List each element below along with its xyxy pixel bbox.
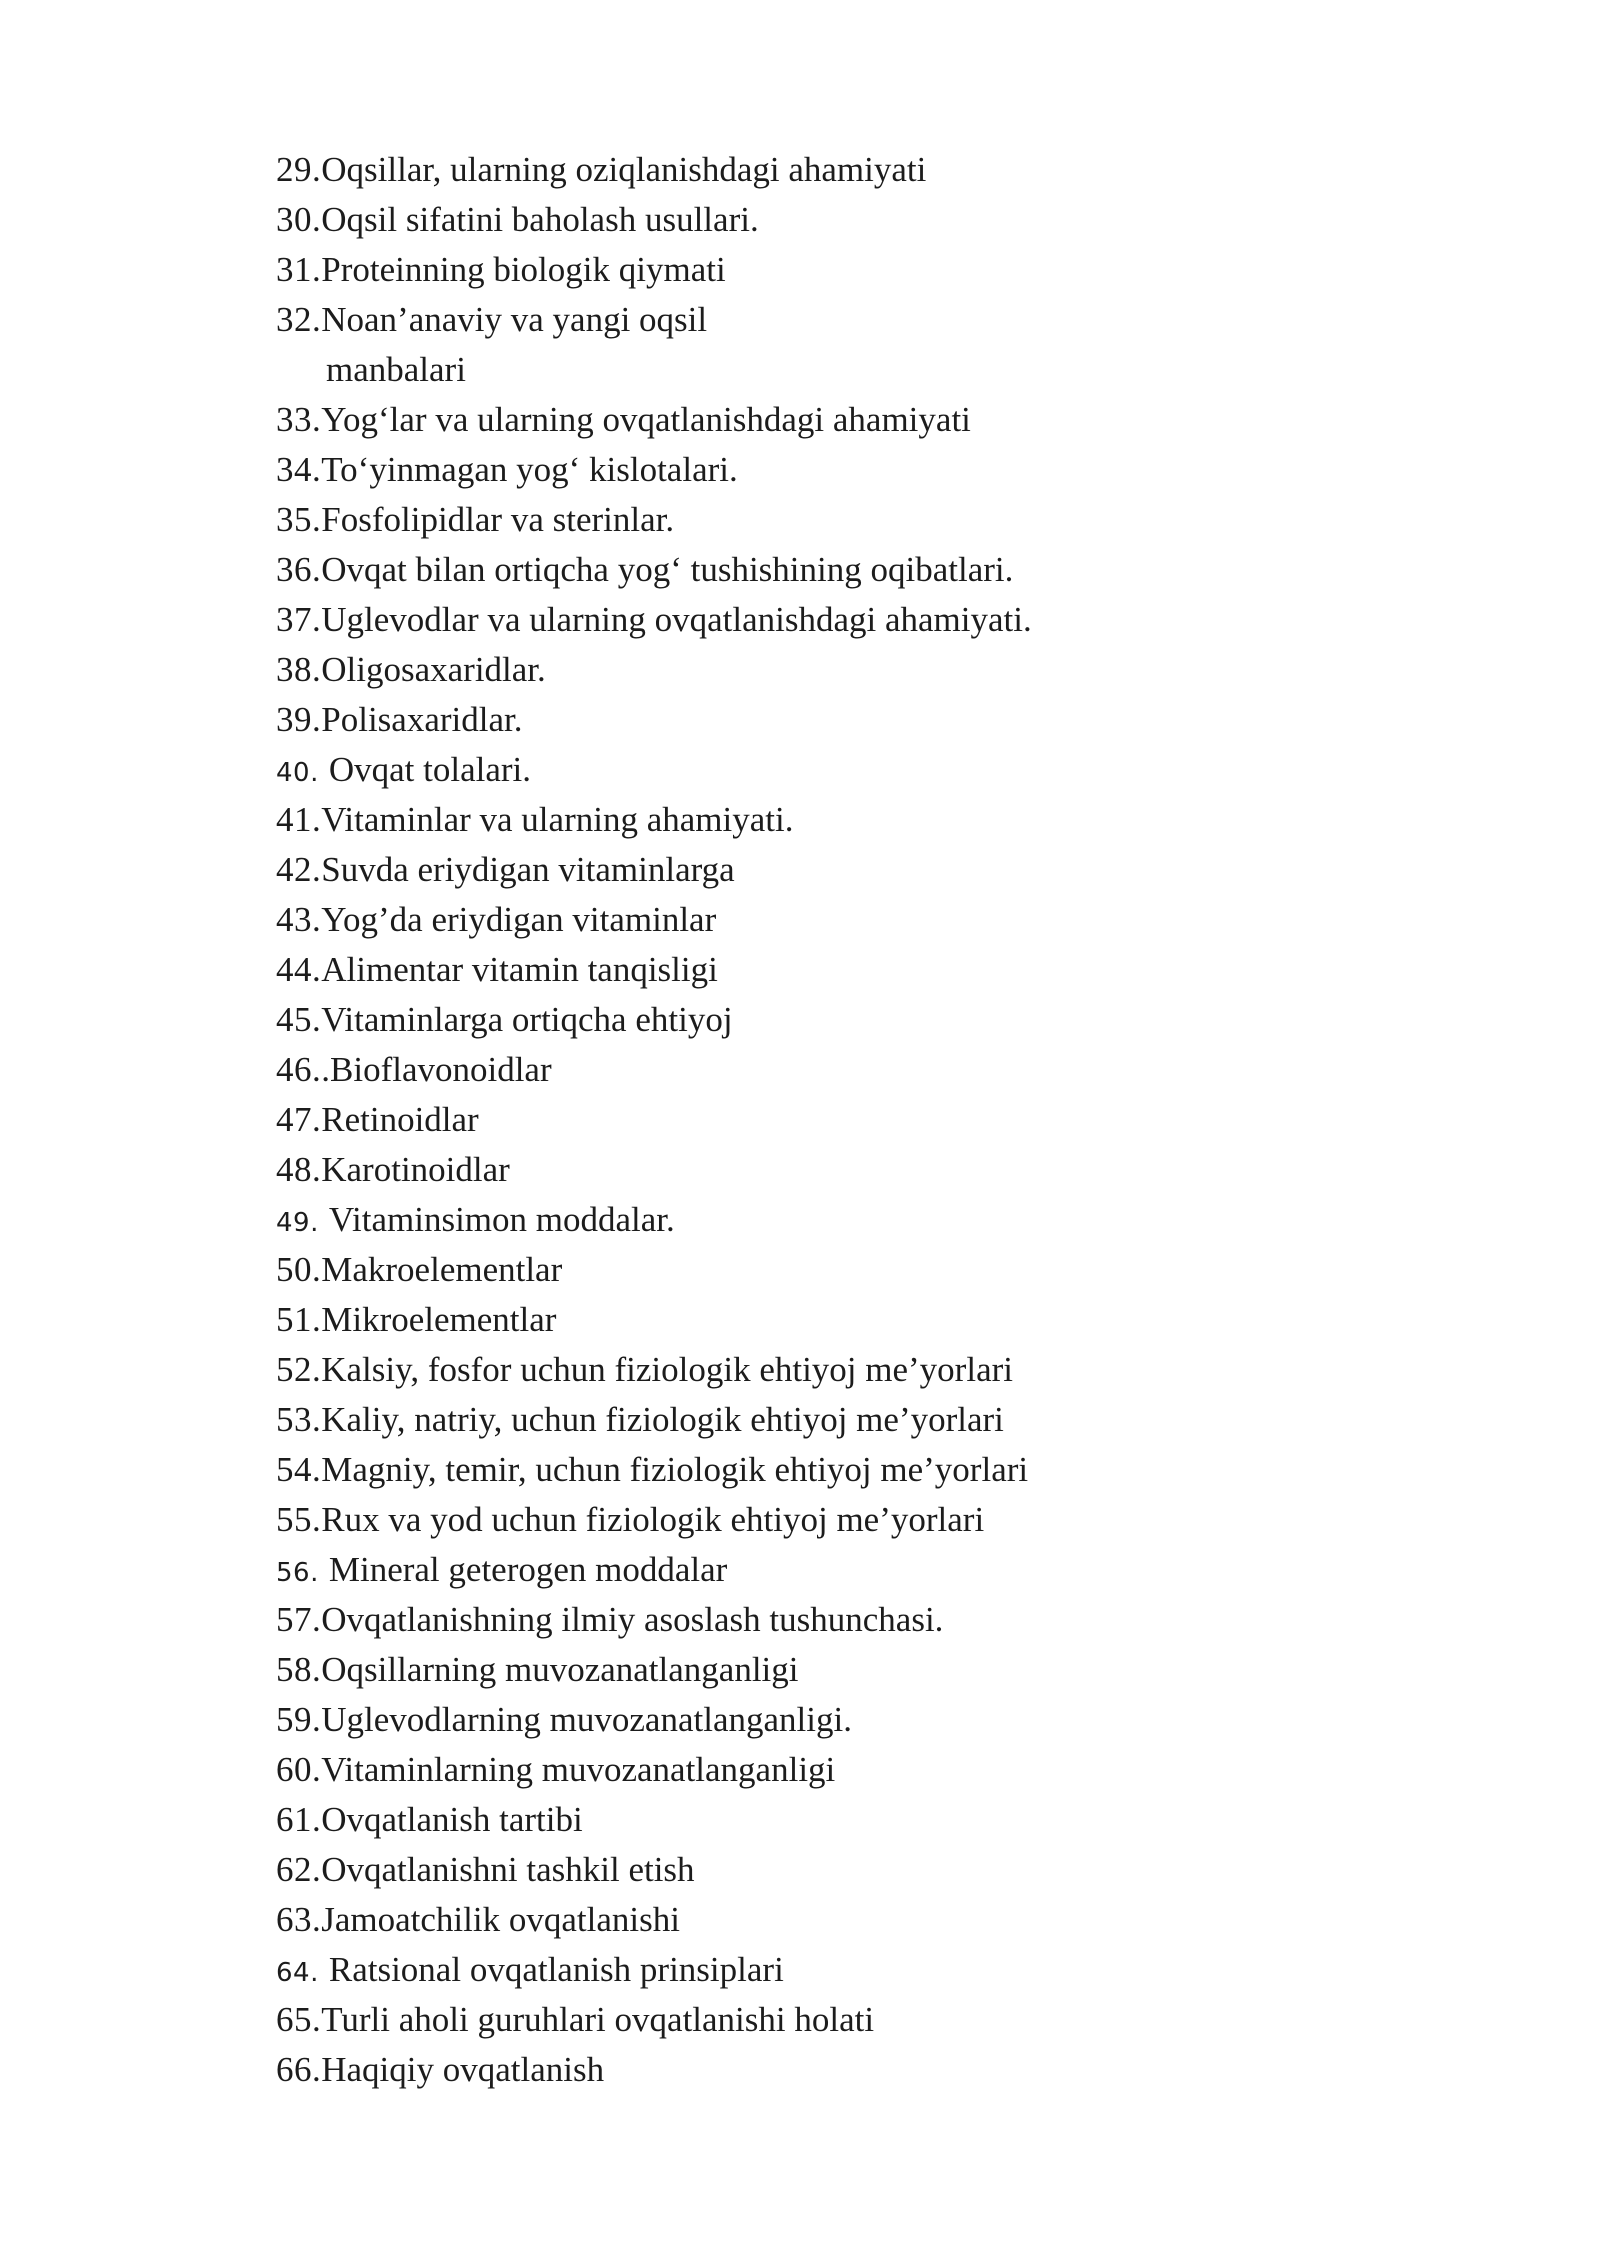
item-text: Oqsillar, ularning oziqlanishdagi ahamiyati bbox=[321, 150, 927, 189]
item-text: Yog’da eriydigan vitaminlar bbox=[321, 900, 717, 939]
item-number: 51. bbox=[276, 1300, 322, 1339]
list-item bbox=[276, 200, 1476, 250]
item-text: Noan’anaviy va yangi oqsil bbox=[321, 300, 708, 339]
item-number: 47. bbox=[276, 1100, 322, 1139]
item-text: Retinoidlar bbox=[321, 1100, 479, 1139]
item-number: 35. bbox=[276, 500, 322, 539]
list-item bbox=[276, 1100, 1476, 1150]
item-text: Mineral geterogen moddalar bbox=[328, 1550, 728, 1589]
item-text: Ratsional ovqatlanish prinsiplari bbox=[328, 1950, 784, 1989]
list-item bbox=[276, 250, 1476, 300]
item-number: 43. bbox=[276, 900, 322, 939]
item-number: 66. bbox=[276, 2050, 322, 2089]
item-number: 32. bbox=[276, 300, 322, 339]
list-item bbox=[276, 1750, 1476, 1800]
item-number: 60. bbox=[276, 1750, 322, 1789]
list-item bbox=[276, 1450, 1476, 1500]
item-number: 59. bbox=[276, 1700, 322, 1739]
item-number: 57. bbox=[276, 1600, 322, 1639]
list-item bbox=[276, 1000, 1476, 1050]
item-number: 58. bbox=[276, 1650, 322, 1689]
item-number: 30. bbox=[276, 200, 322, 239]
item-text: Oqsillarning muvozanatlanganligi bbox=[321, 1650, 799, 1689]
item-number: 46. bbox=[276, 1050, 322, 1089]
item-number: 49. bbox=[276, 1208, 319, 1238]
item-number: 64. bbox=[276, 1958, 319, 1988]
item-text: Rux va yod uchun fiziologik ehtiyoj me’yorlari bbox=[321, 1500, 985, 1539]
list-item bbox=[276, 850, 1476, 900]
item-number: 31. bbox=[276, 250, 322, 289]
list-item bbox=[276, 500, 1476, 550]
item-text: Vitaminlarga ortiqcha ehtiyoj bbox=[321, 1000, 733, 1039]
item-number: 42. bbox=[276, 850, 322, 889]
list-item bbox=[276, 1400, 1476, 1450]
item-text: Magniy, temir, uchun fiziologik ehtiyoj me’yorlari bbox=[321, 1450, 1029, 1489]
item-text: Kalsiy, fosfor uchun fiziologik ehtiyoj me’yorlari bbox=[321, 1350, 1013, 1389]
item-text: Turli aholi guruhlari ovqatlanishi holati bbox=[321, 2000, 875, 2039]
item-text: Uglevodlarning muvozanatlanganligi. bbox=[321, 1700, 852, 1739]
list-item bbox=[276, 1600, 1476, 1650]
list-item bbox=[276, 650, 1476, 700]
item-text: Proteinning biologik qiymati bbox=[321, 250, 726, 289]
list-item bbox=[276, 950, 1476, 1000]
list-item bbox=[276, 800, 1476, 850]
item-number: 37. bbox=[276, 600, 322, 639]
item-number: 61. bbox=[276, 1800, 322, 1839]
list-item bbox=[276, 600, 1476, 650]
list-item bbox=[276, 300, 1476, 350]
item-number: 39. bbox=[276, 700, 322, 739]
list-item bbox=[276, 1350, 1476, 1400]
item-text: Ovqatlanishning ilmiy asoslash tushunchasi. bbox=[321, 1600, 944, 1639]
list-item bbox=[276, 2050, 1476, 2100]
list-item bbox=[276, 1900, 1476, 1950]
item-number: 63. bbox=[276, 1900, 322, 1939]
item-text: Kaliy, natriy, uchun fiziologik ehtiyoj me’yorlari bbox=[321, 1400, 1004, 1439]
item-text: Ovqat bilan ortiqcha yog‘ tushishining oqibatlari. bbox=[321, 550, 1014, 589]
list-item bbox=[276, 1800, 1476, 1850]
item-number: 45. bbox=[276, 1000, 322, 1039]
item-number: 41. bbox=[276, 800, 322, 839]
item-text: Mikroelementlar bbox=[321, 1300, 557, 1339]
item-number: 52. bbox=[276, 1350, 322, 1389]
item-number: 56. bbox=[276, 1558, 319, 1588]
item-text-continuation: manbalari bbox=[326, 350, 466, 389]
list-item bbox=[276, 2000, 1476, 2050]
list-item bbox=[276, 450, 1476, 500]
item-number: 50. bbox=[276, 1250, 322, 1289]
item-text: Ovqat tolalari. bbox=[328, 750, 532, 789]
item-number: 54. bbox=[276, 1450, 322, 1489]
item-text: Karotinoidlar bbox=[321, 1150, 510, 1189]
item-text: Alimentar vitamin tanqisligi bbox=[321, 950, 718, 989]
list-item bbox=[276, 700, 1476, 750]
list-item bbox=[276, 1950, 1476, 2000]
list-item bbox=[276, 1150, 1476, 1200]
item-text: Yog‘lar va ularning ovqatlanishdagi ahamiyati bbox=[321, 400, 971, 439]
item-number: 53. bbox=[276, 1400, 322, 1439]
list-item bbox=[276, 1200, 1476, 1250]
list-item bbox=[276, 1250, 1476, 1300]
item-number: 48. bbox=[276, 1150, 322, 1189]
item-number: 34. bbox=[276, 450, 322, 489]
list-item bbox=[276, 1550, 1476, 1600]
item-number: 62. bbox=[276, 1850, 322, 1889]
item-text: .Bioflavonoidlar bbox=[321, 1050, 552, 1089]
item-number: 44. bbox=[276, 950, 322, 989]
item-text: Vitaminsimon moddalar. bbox=[328, 1200, 675, 1239]
item-text: Uglevodlar va ularning ovqatlanishdagi ahamiyati. bbox=[321, 600, 1032, 639]
item-text: Vitaminlar va ularning ahamiyati. bbox=[321, 800, 794, 839]
list-item bbox=[276, 1050, 1476, 1100]
item-number: 33. bbox=[276, 400, 322, 439]
list-item bbox=[276, 1650, 1476, 1700]
list-item bbox=[276, 900, 1476, 950]
item-text: Suvda eriydigan vitaminlarga bbox=[321, 850, 735, 889]
item-text: Haqiqiy ovqatlanish bbox=[321, 2050, 605, 2089]
list-item bbox=[276, 400, 1476, 450]
item-number: 38. bbox=[276, 650, 322, 689]
item-number: 55. bbox=[276, 1500, 322, 1539]
item-number: 36. bbox=[276, 550, 322, 589]
item-text: Jamoatchilik ovqatlanishi bbox=[321, 1900, 680, 1939]
list-item bbox=[276, 550, 1476, 600]
list-item bbox=[276, 1850, 1476, 1900]
list-item bbox=[276, 750, 1476, 800]
item-number: 29. bbox=[276, 150, 322, 189]
item-number: 40. bbox=[276, 758, 319, 788]
item-text: To‘yinmagan yog‘ kislotalari. bbox=[321, 450, 738, 489]
item-text: Oqsil sifatini baholash usullari. bbox=[321, 200, 759, 239]
item-text: Makroelementlar bbox=[321, 1250, 563, 1289]
item-text: Oligosaxaridlar. bbox=[321, 650, 546, 689]
item-text: Ovqatlanishni tashkil etish bbox=[321, 1850, 695, 1889]
item-text: Ovqatlanish tartibi bbox=[321, 1800, 583, 1839]
item-text: Vitaminlarning muvozanatlanganligi bbox=[321, 1750, 836, 1789]
list-item bbox=[276, 1500, 1476, 1550]
list-item bbox=[276, 1700, 1476, 1750]
list-item bbox=[276, 150, 1476, 200]
item-text: Fosfolipidlar va sterinlar. bbox=[321, 500, 675, 539]
topic-list bbox=[276, 150, 1476, 2100]
list-item bbox=[276, 1300, 1476, 1350]
item-text: Polisaxaridlar. bbox=[321, 700, 523, 739]
item-number: 65. bbox=[276, 2000, 322, 2039]
